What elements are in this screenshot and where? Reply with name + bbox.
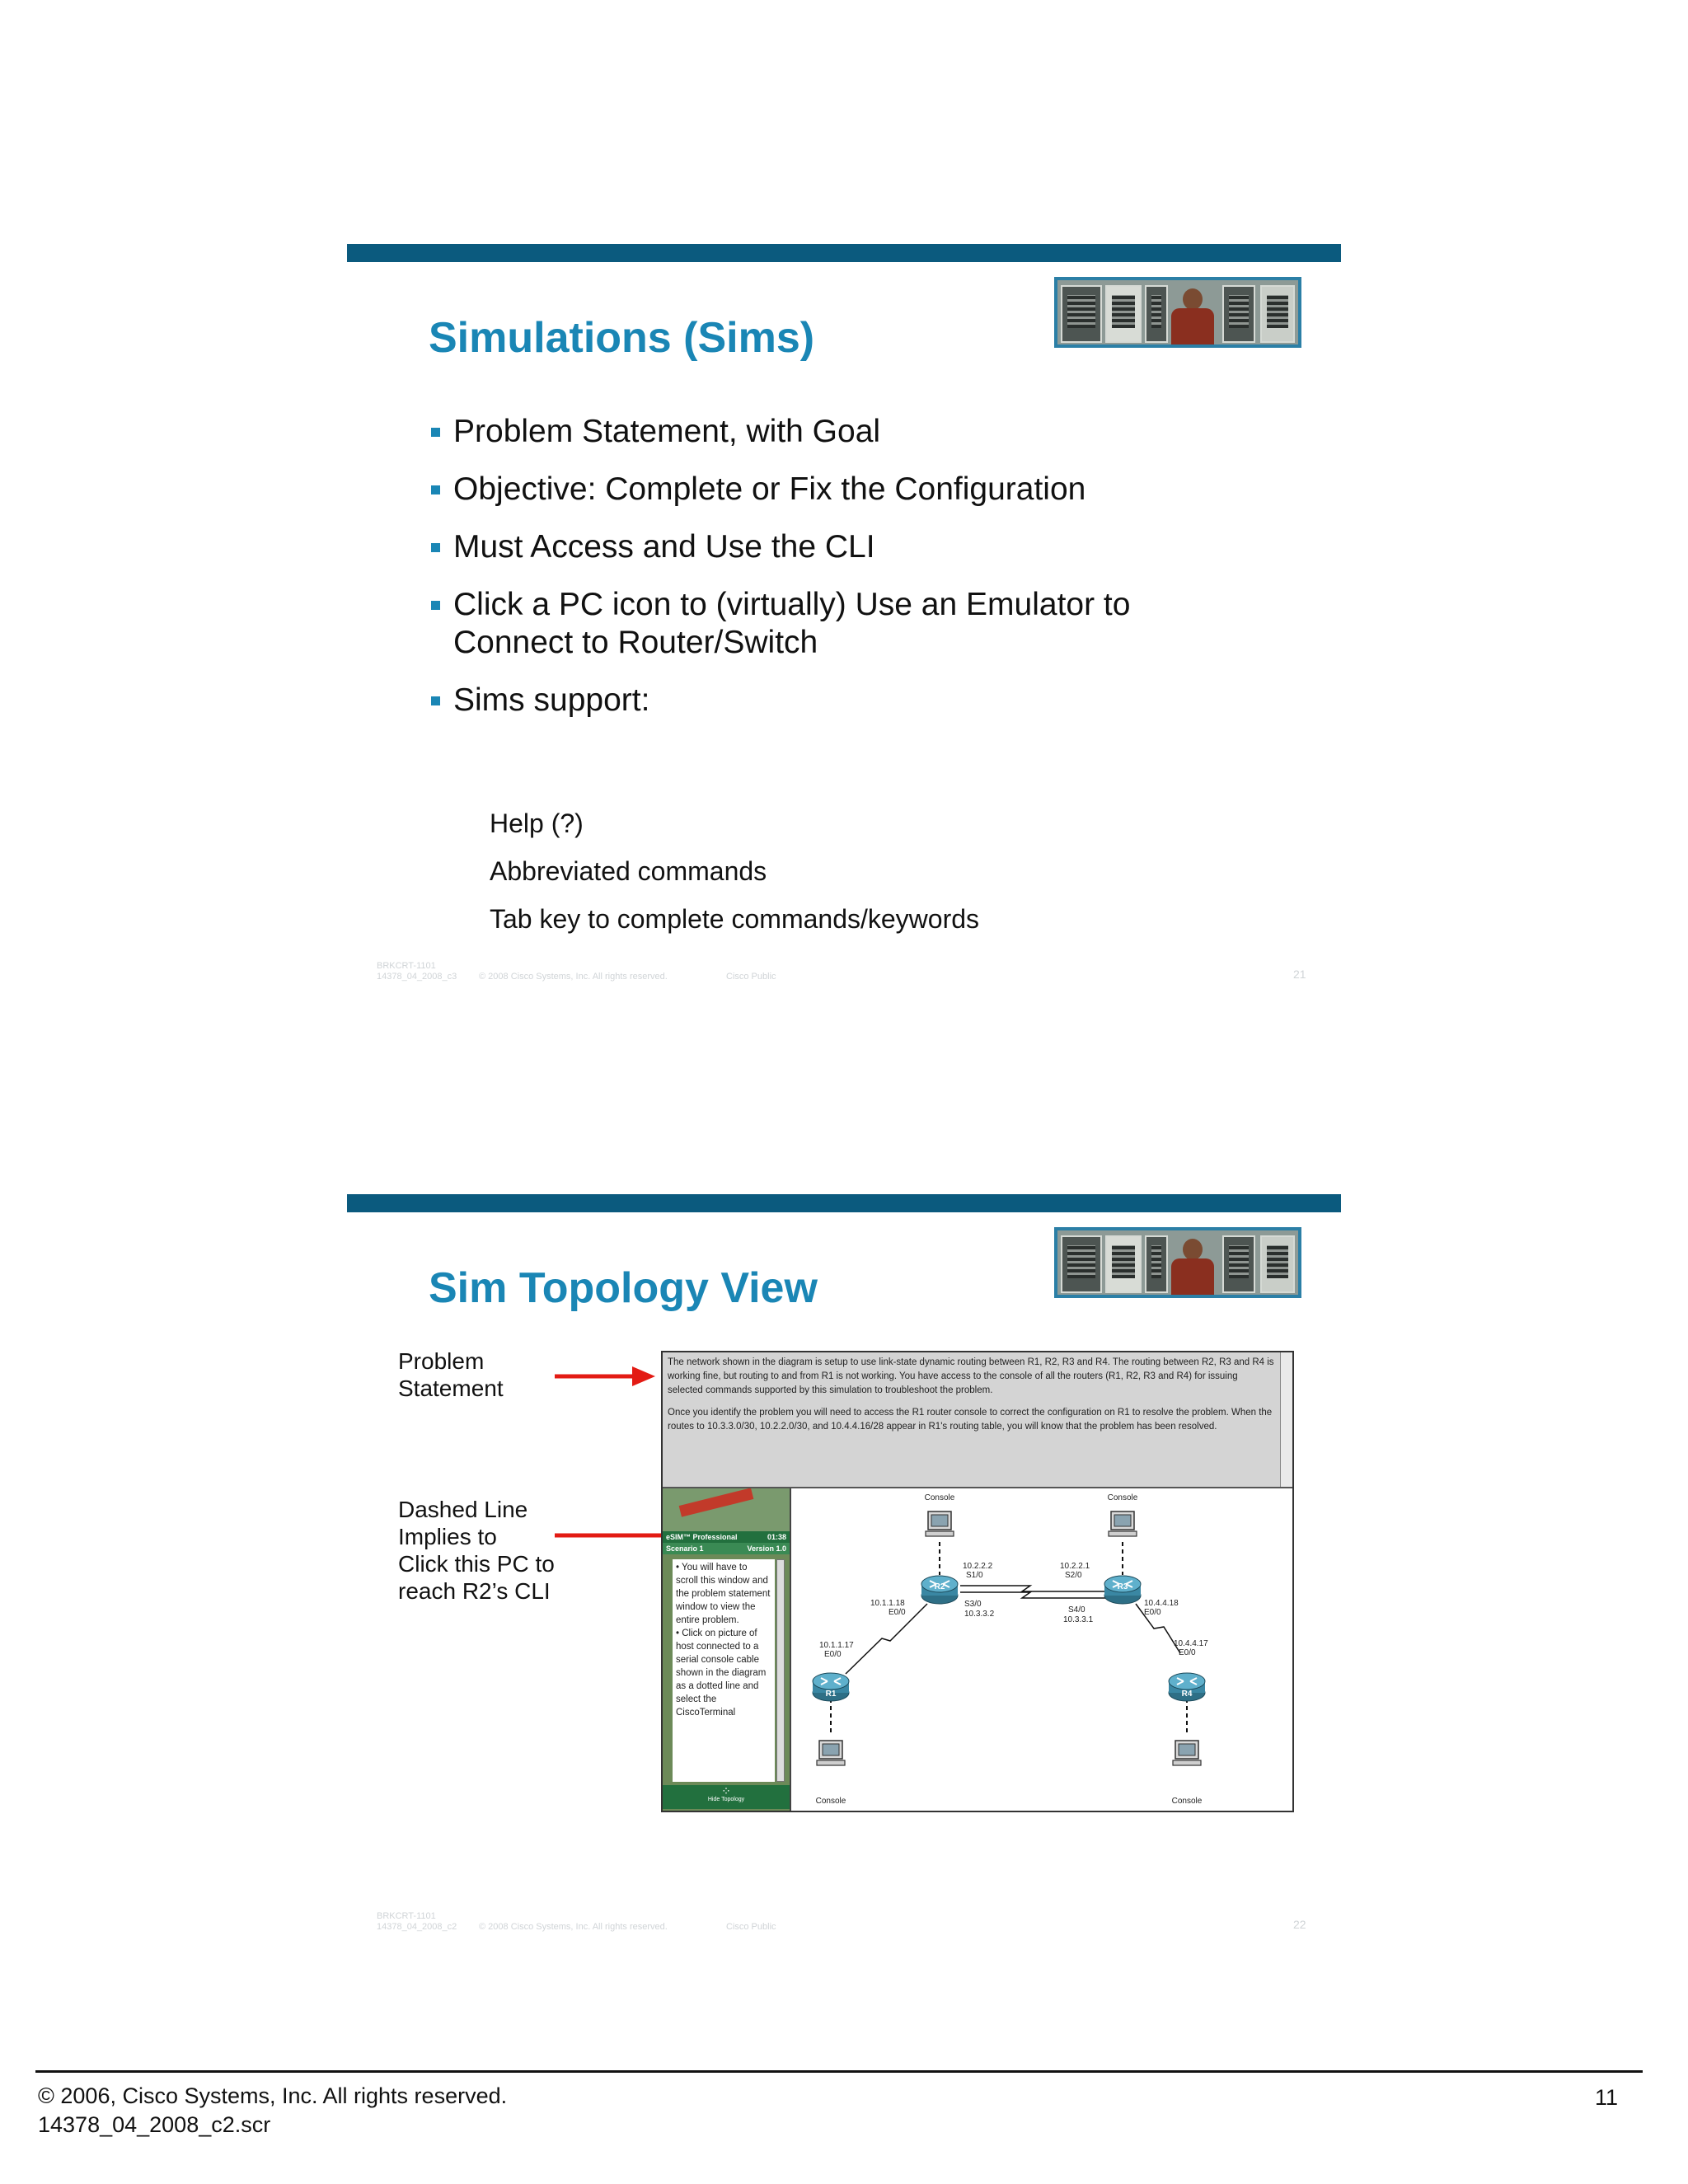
router-label: R4	[1181, 1690, 1193, 1699]
slide-page-number: 21	[1293, 968, 1306, 981]
console-label: Console	[815, 1797, 846, 1806]
footer-code: BRKCRT-1101	[377, 1911, 436, 1921]
slide-22	[347, 1194, 1341, 1961]
footer-file: 14378_04_2008_c2	[377, 1922, 457, 1932]
topology-icon: ⁘	[721, 1784, 731, 1797]
page-copyright: © 2006, Cisco Systems, Inc. All rights reserved.	[38, 2083, 508, 2108]
header-photo-strip	[1054, 1227, 1301, 1298]
label-dashed-line: Dashed Line Implies to Click this PC to reach R2’s CLI	[398, 1497, 555, 1604]
ip-label: 10.4.4.17	[1174, 1639, 1208, 1648]
sub-item: Abbreviated commands	[490, 856, 767, 886]
footer-code: BRKCRT-1101	[377, 961, 436, 971]
footer-file: 14378_04_2008_c3	[377, 972, 457, 982]
router-label: R2	[934, 1582, 945, 1591]
slide-footer-code	[377, 1911, 457, 1933]
ip-label: 10.4.4.18	[1144, 1599, 1179, 1608]
hide-topology-button[interactable]	[663, 1785, 790, 1809]
label-problem-statement: Problem Statement	[398, 1348, 504, 1401]
ip-label: 10.3.3.1	[1063, 1615, 1094, 1624]
slide-footer-copyright: © 2008 Cisco Systems, Inc. All rights reserved.	[479, 972, 668, 982]
interface-label: S2/0	[1065, 1571, 1082, 1580]
timer: 01:38	[767, 1533, 786, 1541]
slide-title: Simulations (Sims)	[429, 314, 815, 362]
console-label: Console	[1107, 1493, 1138, 1502]
slide-21	[347, 244, 1341, 1010]
interface-label: S1/0	[966, 1571, 983, 1580]
header-photo-strip	[1054, 277, 1301, 348]
interface-label: S4/0	[1068, 1605, 1085, 1615]
ip-label: 10.3.3.2	[964, 1610, 995, 1619]
page-number: 11	[1595, 2085, 1619, 2110]
bullet-item: Must Access and Use the CLI	[429, 528, 1253, 566]
problem-scrollbar[interactable]	[1280, 1352, 1292, 1487]
interface-label: E0/0	[1144, 1608, 1161, 1617]
bullet-item: Problem Statement, with Goal	[429, 413, 1253, 451]
slide-header-bar	[347, 244, 1341, 262]
bullet-list	[429, 413, 1253, 739]
bullet-item: Objective: Complete or Fix the Configuration	[429, 471, 1253, 509]
problem-text: Once you identify the problem you will need to access the R1 router console to correct the configuration on R1 to resolve the problem. When the routes to 10.3.3.0/30, 10.2.2.0/30, and 10.4.4.16/28 appear in R1's routing table, you will know that the problem has been resolved.	[668, 1408, 1273, 1432]
sub-bullet-list	[490, 808, 979, 951]
topology-diagram	[791, 1488, 1292, 1811]
scenario-panel	[663, 1488, 791, 1811]
interface-label: E0/0	[889, 1608, 906, 1617]
router-label: R1	[825, 1690, 837, 1699]
product-name: eSIM™ Professional	[666, 1533, 738, 1541]
arrow-to-problem-statement	[555, 1366, 655, 1386]
page-footer-rule	[35, 2070, 1643, 2073]
scenario-scrollbar[interactable]	[776, 1559, 785, 1782]
slide-footer-code	[377, 961, 457, 982]
bullet-item: Click a PC icon to (virtually) Use an Emulator to Connect to Router/Switch	[429, 586, 1179, 662]
page-file-name: 14378_04_2008_c2.scr	[38, 2112, 271, 2137]
slide-footer-classification: Cisco Public	[726, 972, 776, 982]
slide-footer-classification: Cisco Public	[726, 1922, 776, 1932]
version: Version 1.0	[747, 1544, 786, 1553]
ip-label: 10.1.1.17	[819, 1641, 854, 1650]
interface-label: E0/0	[824, 1650, 842, 1659]
console-label: Console	[1171, 1797, 1203, 1806]
sub-item: Tab key to complete commands/keywords	[490, 904, 980, 934]
interface-label: E0/0	[1179, 1648, 1196, 1657]
router-label: R3	[1117, 1582, 1128, 1591]
problem-statement-panel[interactable]	[663, 1352, 1292, 1488]
scenario-photo	[663, 1488, 790, 1531]
slide-header-bar	[347, 1194, 1341, 1212]
console-label: Console	[924, 1493, 955, 1502]
ip-label: 10.2.2.1	[1060, 1562, 1090, 1571]
problem-text: The network shown in the diagram is setup to use link-state dynamic routing between R1, R2, R3 and R4. The routing between R2, R3 and R4 is working fine, but routing to and from R1 is not working. You have access to the console of all the routers (R1, R2, R3 and R4) for issuing selected commands supported by this simulation to troubleshoot the problem.	[668, 1357, 1274, 1395]
bullet-item: Sims support:	[429, 682, 1253, 719]
slide-footer-copyright: © 2008 Cisco Systems, Inc. All rights reserved.	[479, 1922, 668, 1932]
hide-topology-label: Hide Topology	[707, 1797, 745, 1802]
scenario-instructions: • You will have to scroll this window and the problem statement window to view the entire problem. • Click on picture of host connected to a serial console cable shown in the diagram as a dotted line and select the CiscoTerminal	[673, 1559, 775, 1782]
scenario-bar	[663, 1543, 790, 1554]
slide-page-number: 22	[1293, 1918, 1306, 1931]
sub-item: Help (?)	[490, 808, 584, 838]
scenario-name: Scenario 1	[666, 1544, 704, 1553]
product-bar	[663, 1531, 790, 1543]
ip-label: 10.2.2.2	[963, 1562, 993, 1571]
slide-title: Sim Topology View	[429, 1264, 818, 1312]
interface-label: S3/0	[964, 1600, 982, 1609]
ip-label: 10.1.1.18	[870, 1599, 905, 1608]
simulator-window	[661, 1351, 1294, 1812]
